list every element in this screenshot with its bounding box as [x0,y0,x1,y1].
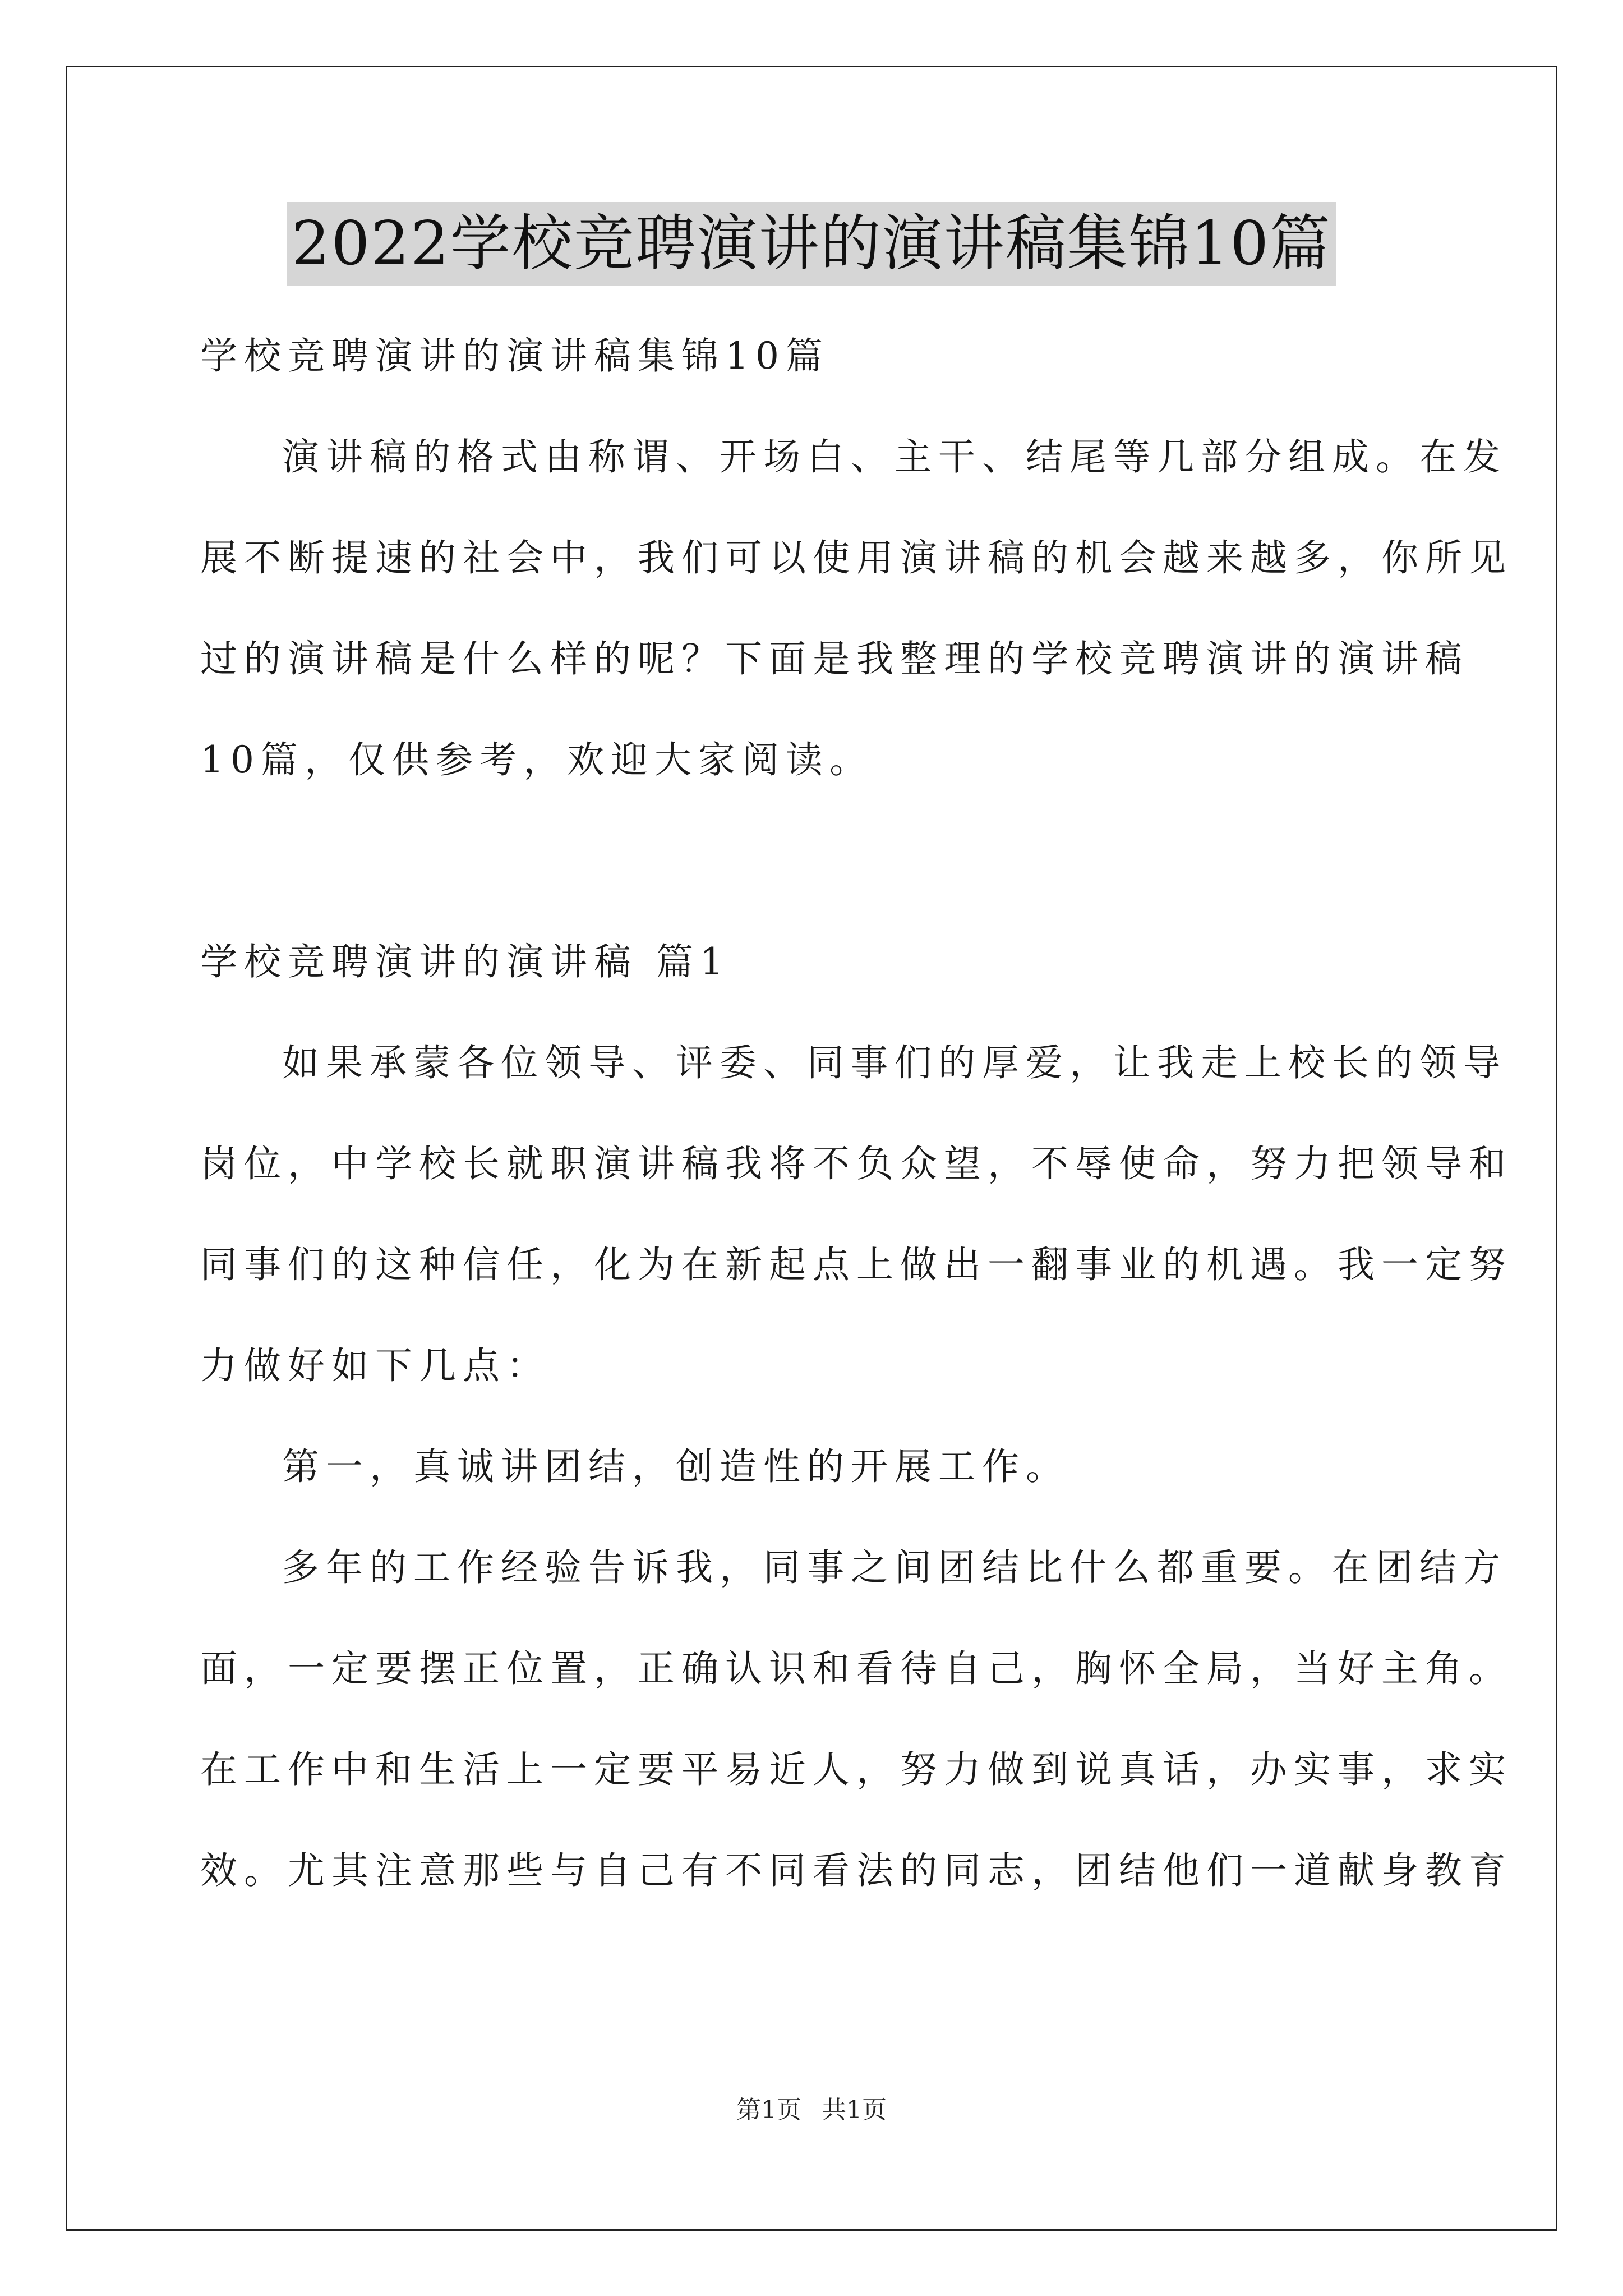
text-line: 学校竞聘演讲的演讲稿集锦10篇 [200,334,829,378]
text-line: 岗位，中学校长就职演讲稿我将不负众望，不辱使命，努力把领导和 [200,1142,1513,1185]
text-line: 第一，真诚讲团结，创造性的开展工作。 [282,1445,1069,1488]
page-number-current: 第1页 [736,2096,801,2124]
text-line: 面，一定要摆正位置，正确认识和看待自己，胸怀全局，当好主角。 [200,1647,1513,1690]
text-line: 学校竞聘演讲的演讲稿 篇1 [200,940,730,983]
text-line: 多年的工作经验告诉我，同事之间团结比什么都重要。在团结方 [282,1546,1507,1589]
page-number-total: 共1页 [822,2096,887,2124]
title-container [0,202,1623,286]
document-title: 2022学校竞聘演讲的演讲稿集锦10篇 [287,202,1336,286]
page-footer [0,2090,1623,2125]
text-line: 效。尤其注意那些与自己有不同看法的同志，团结他们一道献身教育 [200,1849,1513,1892]
text-line: 10篇，仅供参考，欢迎大家阅读。 [200,738,873,781]
document-body [200,306,1513,1921]
text-line: 在工作中和生活上一定要平易近人，努力做到说真话，办实事，求实 [200,1748,1513,1791]
text-line: 过的演讲稿是什么样的呢？下面是我整理的学校竞聘演讲的演讲稿 [200,637,1469,680]
text-line: 同事们的这种信任，化为在新起点上做出一翻事业的机遇。我一定努 [200,1243,1513,1286]
text-line: 演讲稿的格式由称谓、开场白、主干、结尾等几部分组成。在发 [282,435,1507,478]
text-line: 如果承蒙各位领导、评委、同事们的厚爱，让我走上校长的领导 [282,1041,1507,1084]
text-line: 展不断提速的社会中，我们可以使用演讲稿的机会越来越多，你所见 [200,536,1513,579]
text-line: 力做好如下几点： [200,1344,550,1387]
paragraph-gap [200,811,1434,912]
